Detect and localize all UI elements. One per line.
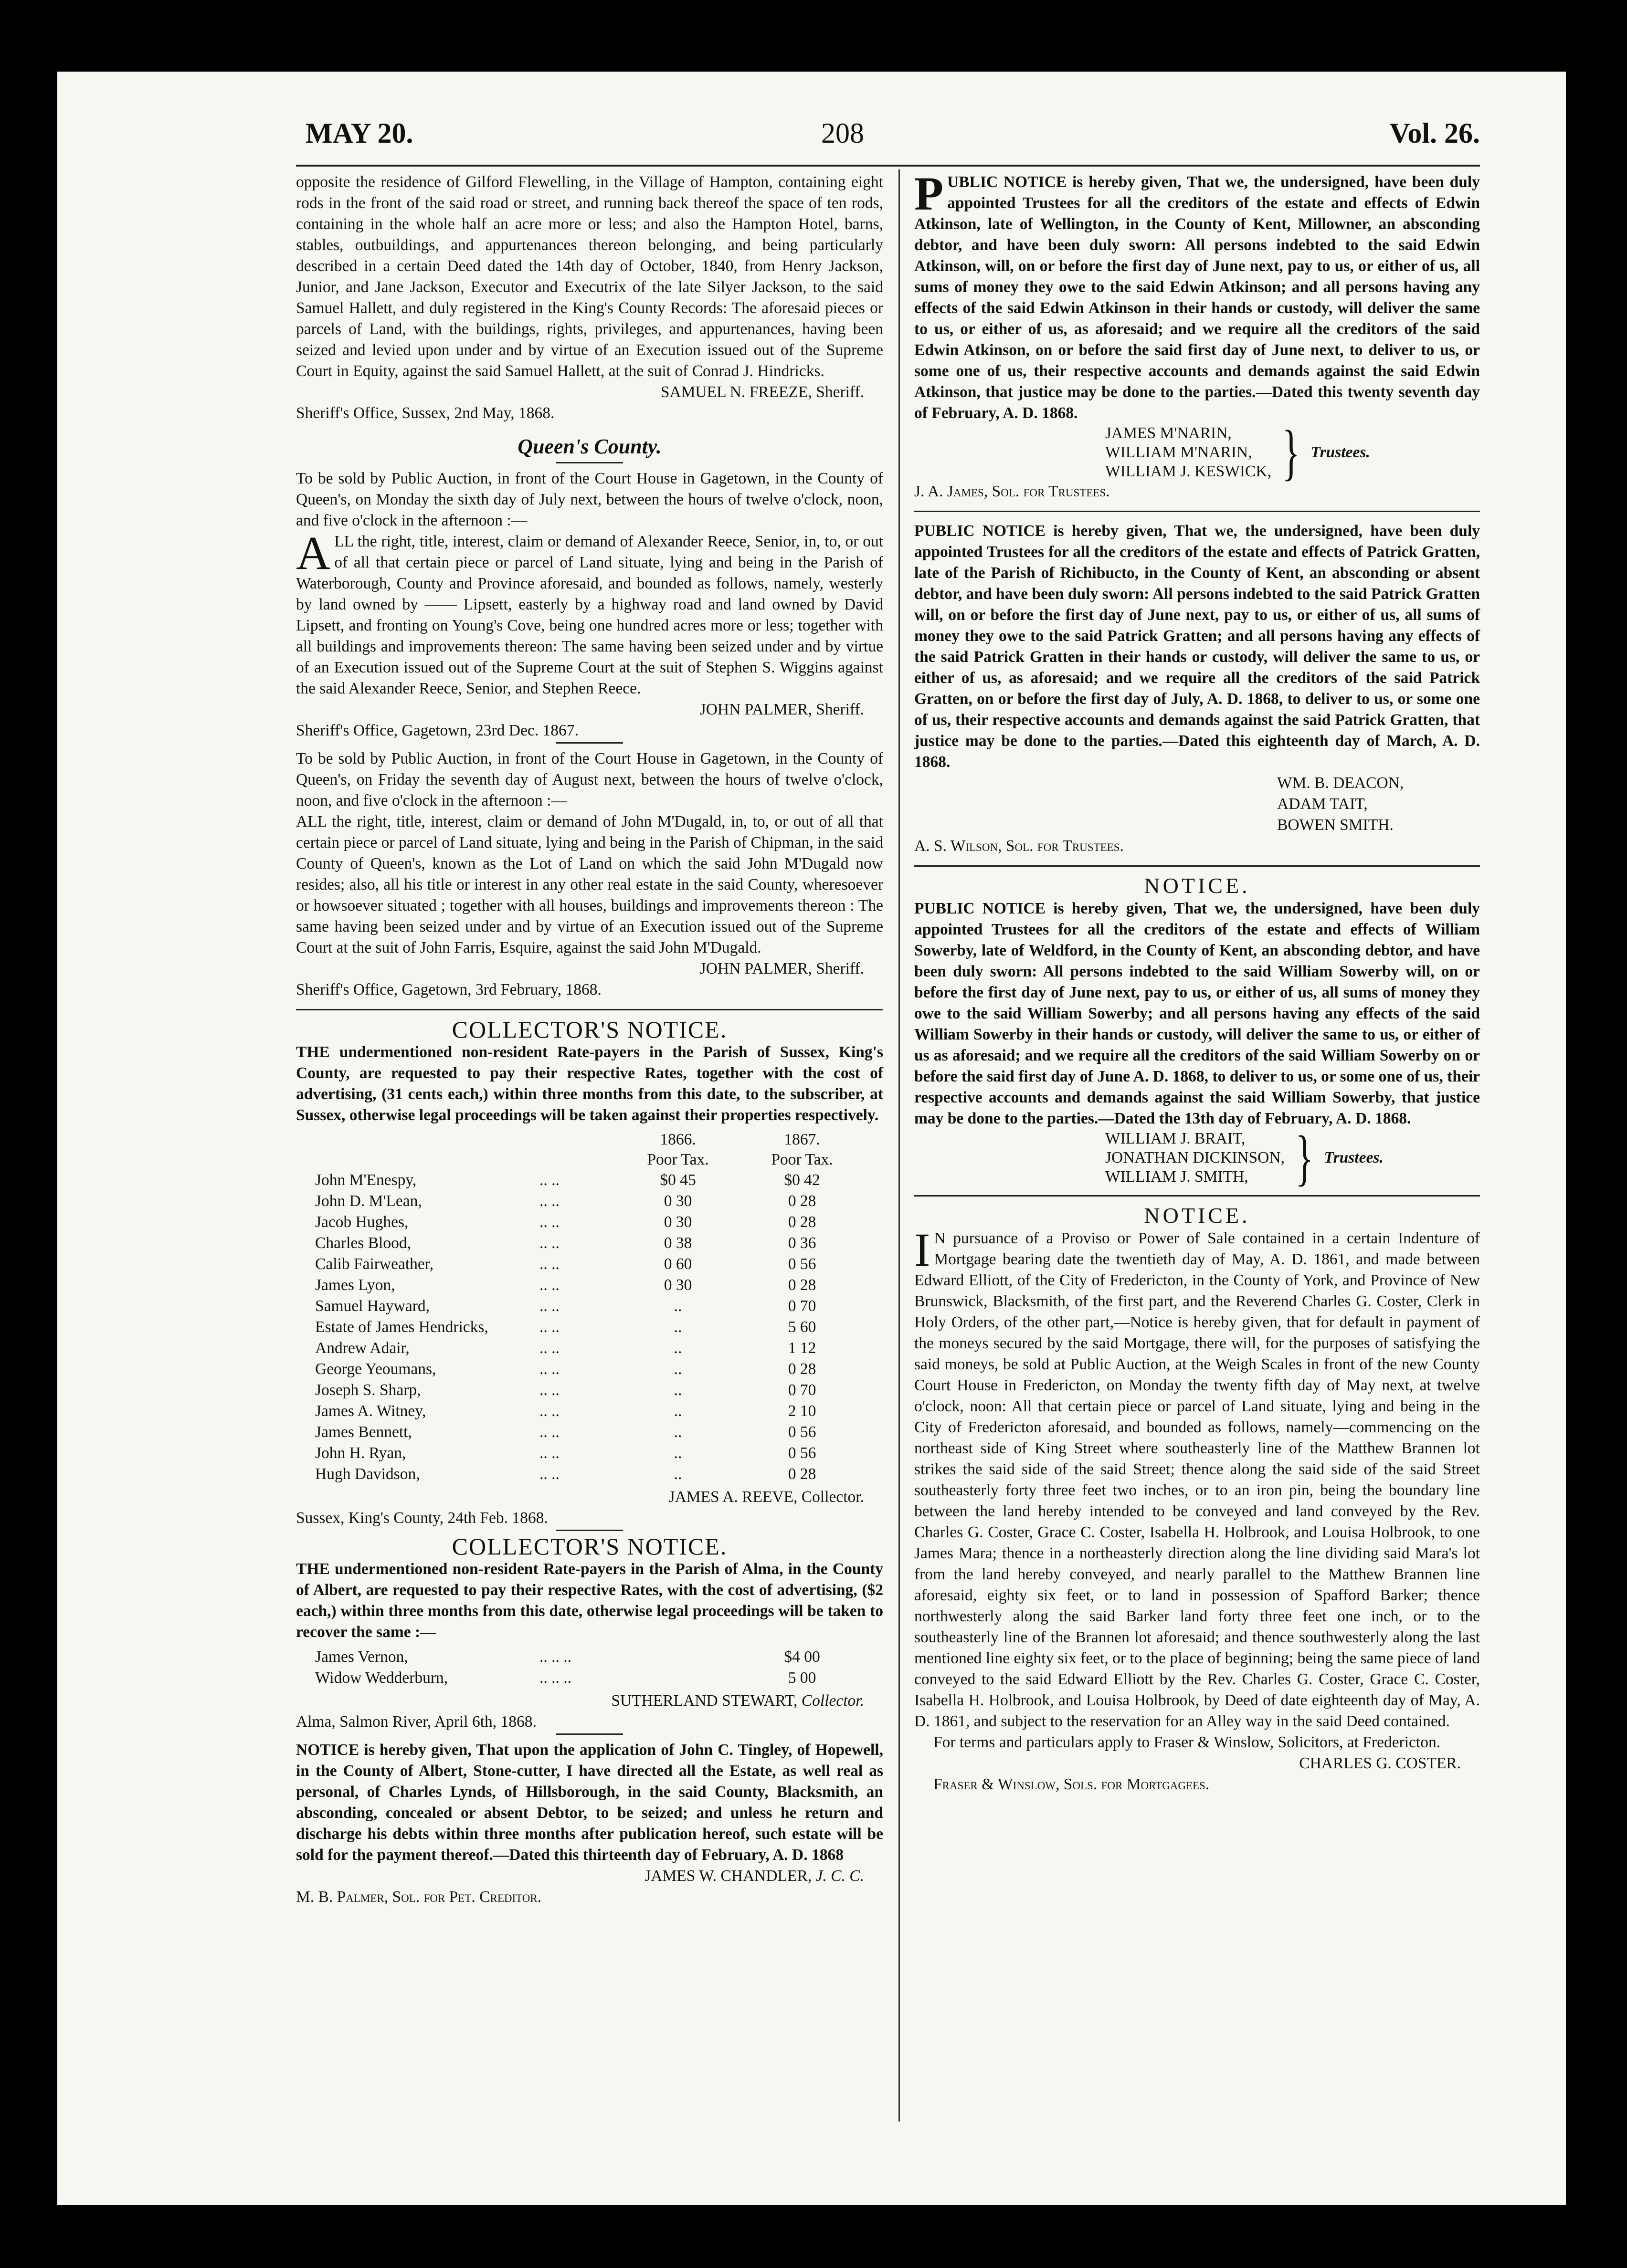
trustee-names	[1105, 1129, 1285, 1186]
atkinson-notice-text: UBLIC NOTICE is hereby given, That we, the undersigned, have been duly appointed Trustees for all the creditors of the estate and effects of Edwin Atkinson, late of Wellington, in the County of Kent, Millowner, an absconding debtor, and have been duly sworn: All persons indebted to the said Edwin Atkinson, will, on or before the first day of June next, pay to us, or either of us, all sums of money they owe to the said Edwin Atkinson; and all persons having any effects of the said Edwin Atkinson in their hands or custody, will deliver the same to us, or either of us, as aforesaid; and we require all the creditors of the said Edwin Atkinson, on or before the said first day of June next, to deliver to us, or some one of us, their respective accounts and demands against the said Edwin Atkinson, that justice may be done to the parties.—Dated this twenty seventh day of February, A. D. 1868.	[914, 173, 1480, 422]
table-row	[315, 1254, 864, 1275]
tax-1867: $0 42	[784, 1171, 820, 1189]
tax-1867: 0 56	[788, 1255, 816, 1273]
newspaper-page	[57, 72, 1566, 2205]
page-header	[306, 117, 1480, 160]
tax-1866: ..	[674, 1297, 682, 1315]
ratepayer-name: James Lyon,	[315, 1276, 395, 1294]
queens-notice-2-office: Sheriff's Office, Gagetown, 3rd February, 1868.	[296, 981, 602, 998]
table-row	[315, 1191, 864, 1212]
short-rule	[556, 1530, 623, 1531]
trustee-names	[1105, 424, 1271, 481]
tax-1866: ..	[674, 1318, 682, 1336]
leader-dots: .. ..	[539, 1444, 560, 1462]
queens-county-heading: Queen's County.	[518, 435, 662, 458]
collector-notice-1-title: COLLECTOR'S NOTICE.	[452, 1016, 728, 1043]
leader-dots: .. .. ..	[539, 1669, 571, 1687]
leader-dots: .. ..	[539, 1339, 560, 1357]
header-date: MAY 20.	[306, 117, 413, 149]
queens-notice-1-text: LL the right, title, interest, claim or demand of Alexander Reece, Senior, in, to, or out of all that certain piece or parcel of Land situate, lying and being in the Parish of Waterborough, County and Province aforesaid, and bounded as follows, namely, westerly by land owned by —— Lipsett, easterly by a highway road and land owned by David Lipsett, and fronting on Young's Cove, being one hundred acres more or less; together with all buildings and improvements thereon: The same having been seized under and by virtue of an Execution issued out of the Supreme Court at the suit of Stephen S. Wiggins against the said Alexander Reece, Senior, and Stephen Reece.	[296, 533, 883, 697]
brace-symbol: }	[1282, 418, 1300, 487]
header-volume: Vol. 26.	[1389, 117, 1480, 149]
trustee-name: WM. B. DEACON,	[1277, 774, 1404, 792]
rate-amount: $4 00	[784, 1648, 820, 1666]
mortgage-notice-title: NOTICE.	[1144, 1203, 1250, 1228]
gratten-solicitor: A. S. Wilson, Sol. for Trustees.	[914, 837, 1124, 855]
queens-notice-1-intro: To be sold by Public Auction, in front of the Court House in Gagetown, in the County of Queen's, on Monday the sixth day of July next, between the hours of twelve o'clock, noon, and five o'clock in the afternoon :—	[296, 470, 883, 529]
tax-1867: 5 60	[788, 1318, 816, 1336]
ratepayer-name: John H. Ryan,	[315, 1444, 406, 1462]
ratepayer-name: James Bennett,	[315, 1423, 412, 1441]
gratten-trustees	[914, 773, 1480, 836]
drop-cap: P	[914, 167, 944, 220]
drop-cap: A	[296, 526, 331, 579]
rates-table	[315, 1647, 864, 1689]
leader-dots: .. .. ..	[539, 1648, 571, 1666]
ratepayer-name: Hugh Davidson,	[315, 1465, 420, 1483]
sowerby-notice-body: PUBLIC NOTICE is hereby given, That we, the undersigned, have been duly appointed Trustees for all the creditors of the estate and effects of William Sowerby, late of Weldford, in the County of Kent, an absconding debtor, and have been duly sworn: All persons indebted to the said William Sowerby will, on or before the first day of June next, pay to us, or either of us, all sums of money they owe to the said William Sowerby; and all persons having any effects of the said William Sowerby in their hands or custody, will deliver the same to us, or either of us as aforesaid; and we require all the creditors of the said William Sowerby on or before the said first day of June A. D. 1868, to deliver to us, or some one of us, their respective accounts and demands against the said William Sowerby, that justice may be done to the parties.—Dated the 13th day of February, A. D. 1868.	[914, 900, 1480, 1127]
sowerby-notice-title: NOTICE.	[1144, 873, 1250, 898]
leader-dots: .. ..	[539, 1192, 560, 1210]
left-column	[296, 172, 883, 1908]
continued-notice-signature: SAMUEL N. FREEZE, Sheriff.	[660, 383, 864, 401]
tax-1867: 0 36	[788, 1234, 816, 1252]
table-row	[315, 1647, 864, 1668]
trustee-name: JONATHAN DICKINSON,	[1105, 1149, 1285, 1166]
absconding-notice-body: NOTICE is hereby given, That upon the application of John C. Tingley, of Hopewell, in the County of Albert, Stone-cutter, I have directed all the Estate, as well real as personal, of Charles Lynds, of Hillsborough, in the said County, Blacksmith, an absconding, concealed or absent Debtor, to be seized; and unless he return and discharge his debts within three months after publication hereof, such estate will be sold for the payment thereof.—Dated this thirteenth day of February, A. D. 1868	[296, 1741, 883, 1864]
ratepayer-name: Widow Wedderburn,	[315, 1669, 448, 1687]
trustee-name: WILLIAM M'NARIN,	[1105, 443, 1252, 461]
table-row	[315, 1422, 864, 1443]
tax-1866: $0 45	[660, 1171, 696, 1189]
leader-dots: .. ..	[539, 1297, 560, 1315]
tax-1867: 1 12	[788, 1339, 816, 1357]
leader-dots: .. ..	[539, 1234, 560, 1252]
trustee-name: ADAM TAIT,	[1277, 795, 1368, 813]
mortgage-notice-body	[914, 1223, 1480, 1732]
table-row	[315, 1668, 864, 1689]
collector-notice-2-body: THE undermentioned non-resident Rate-payers in the Parish of Alma, in the County of Albert, are requested to pay their respective Rates, with the cost of advertising, ($2 each,) within three months from this date, otherwise legal proceedings will be taken to recover the same :—	[296, 1560, 883, 1641]
leader-dots: .. ..	[539, 1276, 560, 1294]
collector-notice-1-signature: JAMES A. REEVE, Collector.	[668, 1488, 864, 1506]
tax-1867: 0 70	[788, 1381, 816, 1399]
table-row	[315, 1233, 864, 1254]
ratepayer-name: Calib Fairweather,	[315, 1255, 433, 1273]
gratten-notice-body: PUBLIC NOTICE is hereby given, That we, the undersigned, have been duly appointed Trustees for all the creditors of the estate and effects of Patrick Gratten, late of the Parish of Richibucto, in the County of Kent, an absconding or absent debtor, and have been duly sworn: All persons indebted to the said Patrick Gratten will, on or before the first day of June next, pay to us, or either of us, all sums of money they owe to the said Patrick Gratten; and all persons having any effects of the said Patrick Gratten in their hands or custody, will deliver the same to us, or either of us, as aforesaid; and we require all the creditors of the said Patrick Gratten, on or before the first day of July, A. D. 1868, to deliver to us, or some one of us, their respective accounts and demands against the said Patrick Gratten, that justice may be done to the parties.—Dated this eighteenth day of March, A. D. 1868.	[914, 522, 1480, 771]
leader-dots: .. ..	[539, 1213, 560, 1231]
header-rule	[296, 165, 1480, 167]
ratepayer-name: Estate of James Hendricks,	[315, 1318, 488, 1336]
leader-dots: .. ..	[539, 1318, 560, 1336]
tax-1867: 0 56	[788, 1423, 816, 1441]
queens-notice-2-intro: To be sold by Public Auction, in front of the Court House in Gagetown, in the County of Queen's, on Friday the seventh day of August next, between the hours of twelve o'clock, noon, and five o'clock in the afternoon :—	[296, 750, 883, 809]
tax-1867: 0 28	[788, 1276, 816, 1294]
leader-dots: .. ..	[539, 1360, 560, 1378]
section-rule	[914, 511, 1480, 512]
table-row	[315, 1380, 864, 1401]
tax-1866: ..	[674, 1381, 682, 1399]
leader-dots: .. ..	[539, 1381, 560, 1399]
ratepayer-name: George Yeoumans,	[315, 1360, 436, 1378]
tax-1867: 0 28	[788, 1192, 816, 1210]
ratepayer-name: John D. M'Lean,	[315, 1192, 422, 1210]
right-column	[914, 167, 1480, 1795]
column-rule	[898, 169, 900, 2121]
brace-symbol: }	[1295, 1124, 1313, 1192]
collector-notice-1-body: THE undermentioned non-resident Rate-payers in the Parish of Sussex, King's County, are requested to pay their respective Rates, together with the cost of advertising, (31 cents each,) within three months from this date, to the subscriber, at Sussex, otherwise legal proceedings will be taken against their properties respectively.	[296, 1043, 883, 1124]
section-rule	[914, 865, 1480, 867]
ratepayer-name: Samuel Hayward,	[315, 1297, 430, 1315]
leader-dots: .. ..	[539, 1171, 560, 1189]
continued-notice-office: Sheriff's Office, Sussex, 2nd May, 1868.	[296, 404, 555, 422]
signer-title: J. C. C.	[815, 1867, 864, 1885]
mortgage-notice-text: N pursuance of a Proviso or Power of Sale contained in a certain Indenture of Mortgage bearing date the twentieth day of May, A. D. 1861, and made between Edward Elliott, of the City of Fredericton, in the County of York, and Province of New Brunswick, Blacksmith, of the first part, and the Reverend Charles G. Coster, Clerk in Holy Orders, of the other part,—Notice is hereby given, that for default in payment of the moneys secured by the said Mortgage, there will, for the purposes of satisfying the said moneys, be sold at Public Auction, at the Weigh Scales in front of the new County Court House in Fredericton, on Monday the twenty fifth day of May next, at twelve o'clock, noon: All that certain piece or parcel of Land situate, lying and being in the City of Fredericton aforesaid, and bounded as follows, namely—commencing on the northeast side of King Street where southeasterly line of the Matthew Brannen lot strikes the said side of the said Street; thence along the said side of the said Street southeasterly forty three feet two inches, or to an iron pin, being the boundary line between the land hereby intended to be conveyed and land conveyed by the Rev. Charles G. Coster, Grace C. Coster, Isabella H. Holbrook, and Louisa Holbrook, to one James Mara; thence in a northeasterly direction along the line dividing said Mara's lot from the land hereby conveyed, and nearly parallel to the Matthew Brannen line aforesaid, eighty six feet, or to land in possession of Spafford Barker; thence northwesterly along the said Barker land forty three feet one inch, or to the southeasterly line of the Brannen lot aforesaid; and thence southwesterly along the last mentioned line eighty six feet, or to the place of beginning; being the same piece of land conveyed to the said Edward Elliott by the Rev. Charles G. Coster, Grace C. Coster, Isabella H. Holbrook, and Louisa Holbrook, by Deed of date eighteenth day of May, A. D. 1861, and subject to the reservation for an Alley way in the said Deed contained.	[914, 1229, 1480, 1730]
ratepayer-name: Jacob Hughes,	[315, 1213, 409, 1231]
trustee-name: WILLIAM J. BRAIT,	[1105, 1130, 1246, 1147]
column-header-poor-tax: Poor Tax.	[771, 1151, 833, 1168]
short-rule	[556, 1733, 623, 1735]
tax-1867: 0 28	[788, 1360, 816, 1378]
table-row	[315, 1443, 864, 1464]
leader-dots: .. ..	[539, 1423, 560, 1441]
year-1867: 1867.	[784, 1131, 820, 1148]
ratepayer-name: James Vernon,	[315, 1648, 408, 1666]
trustee-name: JAMES M'NARIN,	[1105, 424, 1232, 442]
queens-notice-1-signature: JOHN PALMER, Sheriff.	[699, 701, 864, 718]
drop-cap: I	[914, 1223, 930, 1276]
tax-1866: 0 30	[664, 1276, 692, 1294]
ratepayer-name: John M'Enespy,	[315, 1171, 417, 1189]
tax-1866: ..	[674, 1402, 682, 1420]
section-rule	[914, 1195, 1480, 1197]
poor-tax-table	[315, 1130, 864, 1485]
collector-notice-1-place: Sussex, King's County, 24th Feb. 1868.	[296, 1509, 548, 1527]
queens-notice-2-signature: JOHN PALMER, Sheriff.	[699, 960, 864, 977]
ratepayer-name: James A. Witney,	[315, 1402, 426, 1420]
collector-notice-2-title: COLLECTOR'S NOTICE.	[452, 1533, 728, 1560]
sowerby-trustees	[1105, 1124, 1480, 1192]
trustees-label: Trustees.	[1324, 1149, 1384, 1166]
ratepayer-name: Andrew Adair,	[315, 1339, 410, 1357]
column-header-poor-tax: Poor Tax.	[647, 1151, 709, 1168]
atkinson-solicitor: J. A. James, Sol. for Trustees.	[914, 483, 1110, 500]
tax-1866: ..	[674, 1465, 682, 1483]
trustee-name: BOWEN SMITH.	[1277, 816, 1394, 834]
leader-dots: .. ..	[539, 1465, 560, 1483]
queens-notice-1-body	[296, 526, 883, 699]
tax-1866: ..	[674, 1360, 682, 1378]
tax-1867: 0 28	[788, 1213, 816, 1231]
table-row	[315, 1401, 864, 1422]
short-rule	[556, 742, 623, 744]
absconding-notice-solicitor: M. B. Palmer, Sol. for Pet. Creditor.	[296, 1888, 542, 1906]
mortgage-notice-signature: CHARLES G. COSTER.	[1299, 1754, 1461, 1772]
collector-notice-2-signature	[296, 1690, 883, 1712]
collector-name: SUTHERLAND STEWART,	[611, 1692, 798, 1710]
rates-rows	[315, 1647, 864, 1689]
table-row	[315, 1338, 864, 1359]
table-header-row	[315, 1130, 864, 1150]
collector-title: Collector.	[801, 1692, 864, 1710]
collector-notice-2-place: Alma, Salmon River, April 6th, 1868.	[296, 1713, 537, 1731]
trustees-label: Trustees.	[1310, 443, 1370, 461]
ratepayer-name: Joseph S. Sharp,	[315, 1381, 421, 1399]
year-1866: 1866.	[660, 1131, 696, 1148]
short-rule	[556, 462, 623, 463]
tax-1866: 0 30	[664, 1192, 692, 1210]
leader-dots: .. ..	[539, 1255, 560, 1273]
atkinson-trustees	[1105, 418, 1480, 487]
table-row	[315, 1359, 864, 1380]
table-row	[315, 1170, 864, 1191]
page-number: 208	[821, 117, 864, 149]
trustee-name: WILLIAM J. SMITH,	[1105, 1168, 1248, 1186]
section-rule	[296, 1009, 883, 1010]
signer-name: JAMES W. CHANDLER,	[644, 1867, 812, 1885]
table-row	[315, 1212, 864, 1233]
tax-1867: 0 28	[788, 1465, 816, 1483]
mortgage-notice-solicitors: Fraser & Winslow, Sols. for Mortgagees.	[933, 1775, 1210, 1793]
mortgage-notice-terms: For terms and particulars apply to Fraser & Winslow, Solicitors, at Fredericton.	[933, 1733, 1441, 1751]
tax-1866: 0 38	[664, 1234, 692, 1252]
table-row	[315, 1464, 864, 1485]
poor-tax-rows	[315, 1170, 864, 1485]
absconding-notice-signature	[296, 1866, 883, 1887]
table-header-row	[315, 1150, 864, 1170]
table-row	[315, 1275, 864, 1296]
leader-dots: .. ..	[539, 1402, 560, 1420]
rate-amount: 5 00	[788, 1669, 816, 1687]
tax-1866: ..	[674, 1423, 682, 1441]
table-row	[315, 1296, 864, 1317]
ratepayer-name: Charles Blood,	[315, 1234, 411, 1252]
tax-1866: ..	[674, 1339, 682, 1357]
tax-1867: 0 56	[788, 1444, 816, 1462]
tax-1867: 2 10	[788, 1402, 816, 1420]
tax-1866: 0 30	[664, 1213, 692, 1231]
queens-notice-1-office: Sheriff's Office, Gagetown, 23rd Dec. 1867.	[296, 722, 579, 739]
tax-1866: 0 60	[664, 1255, 692, 1273]
tax-1867: 0 70	[788, 1297, 816, 1315]
continued-notice-text: opposite the residence of Gilford Flewelling, in the Village of Hampton, containing eight rods in the front of the said road or street, and running back thereof the space of ten rods, containing in the whole half an acre more or less; and also the Hampton Hotel, barns, stables, outbuildings, and appurtenances thereon belonging, and being particularly described in a certain Deed dated the 14th day of October, 1840, from Henry Jackson, Junior, and Jane Jackson, Executor and Executrix of the late Silyer Jackson, to the said Samuel Hallett, and duly registered in the King's County Records: The aforesaid pieces or parcels of Land, with the buildings, rights, privileges, and appurtenances, having been seized and levied upon under and by virtue of an Execution issued out of the Supreme Court in Equity, against the said Samuel Hallett, at the suit of Conrad J. Hindricks.	[296, 173, 883, 380]
queens-notice-2-body: ALL the right, title, interest, claim or demand of John M'Dugald, in, to, or out of all that certain piece or parcel of Land situate, lying and being in the Parish of Chipman, in the said County of Queen's, known as the Lot of Land on which the said John M'Dugald now resides; also, all his title or interest in any other real estate in the said County, wheresoever or howsoever situated ; together with all houses, buildings and improvements thereon : The same having been seized under and by virtue of an Execution issued out of the Supreme Court at the suit of John Farris, Esquire, against the said John M'Dugald.	[296, 813, 883, 956]
tax-1866: ..	[674, 1444, 682, 1462]
atkinson-notice-body	[914, 167, 1480, 424]
table-row	[315, 1317, 864, 1338]
trustee-name: WILLIAM J. KESWICK,	[1105, 462, 1271, 480]
